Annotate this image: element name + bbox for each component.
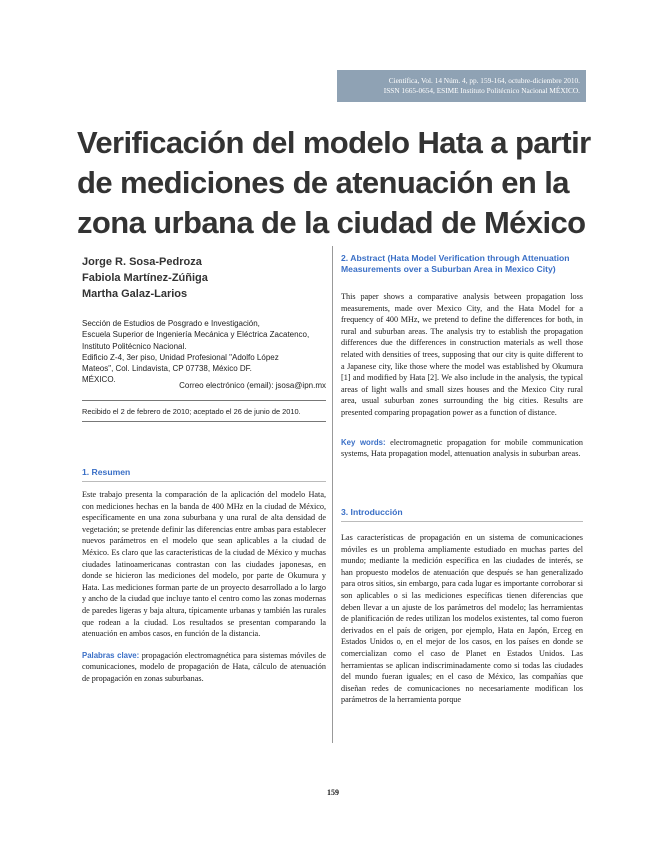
introduccion-text: Las características de propagación en un sistema de comunicaciones móviles es un problema ampliamente estudiado en muchas partes del mundo; mediante la medición específica en las ciudades de interés, se han propuesto modelos de atenuación que después se han generalizado para otros sitios, sin embargo, para cada lugar es importante corroborar si son aplicables o si las mediciones específicas tienen diferencias que deben llevar a un ajuste de los parámetros del modelo; las herramientas de planificación de redes utilizan los modelos existentes, tal como fueron derivados en el país de origen, por ejemplo, Hata en Japón, Erceg en Estados Unidos o, en el mejor de los casos, en los países en donde se comercializan como el caso de Planet en Estados Unidos. Las herramientas se aplican indiscriminadamente como si todas las ciudades del mundo fueran iguales; en el caso de México, las compañías que diseñan redes de comunicaciones no necesariamente modifican los parámetros de la herramienta porque	[341, 533, 583, 705]
keywords-label: Key words:	[341, 437, 386, 447]
keywords-text: electromagnetic propagation for mobile communication systems, Hata propagation model, attenuation analysis in suburban areas.	[341, 437, 584, 459]
paper-title	[77, 123, 597, 243]
contact-email: Correo electrónico (email): jsosa@ipn.mx	[179, 381, 326, 390]
citation-line-1: Científica, Vol. 14 Núm. 4, pp. 159-164, octubre-diciembre 2010.	[388, 76, 580, 85]
keywords-text: propagación electromagnética para sistemas móviles de comunicaciones, modelo de propagación de Hata, cálculo de atenuación de propagación en zonas suburbanas.	[82, 650, 326, 683]
keywords-label: Palabras clave:	[82, 650, 140, 660]
title-line-1: Verificación del modelo Hata a partir	[77, 125, 591, 160]
author-name: Jorge R. Sosa-Pedroza	[82, 256, 202, 268]
received-dates: Recibido el 2 de febrero de 2010; aceptado el 26 de junio de 2010.	[82, 407, 301, 416]
journal-citation-banner	[337, 70, 586, 102]
abstract-section	[341, 253, 583, 460]
affiliation-line: Mateos", Col. Lindavista, CP 07738, México DF.	[82, 364, 252, 374]
affiliation-line: MÉXICO.	[82, 375, 116, 385]
affiliation-line: Instituto Politécnico Nacional.	[82, 341, 187, 351]
affiliation-line: Sección de Estudios de Posgrado e Investigación,	[82, 319, 260, 328]
section-heading: 1. Resumen	[82, 467, 131, 477]
abstract-keywords	[341, 437, 583, 460]
resumen-keywords	[82, 650, 326, 685]
author-list	[82, 254, 208, 302]
author-name: Fabiola Martínez-Zúñiga	[82, 272, 208, 284]
resumen-section	[82, 467, 326, 685]
author-name: Martha Galaz-Larios	[82, 288, 188, 300]
introduccion-section	[341, 507, 583, 706]
section-heading: 3. Introducción	[341, 507, 403, 517]
citation-line-2: ISSN 1665-0654, ESIME Instituto Politécnico Nacional MÉXICO.	[383, 86, 580, 95]
divider	[82, 421, 326, 422]
page-number: 159	[327, 788, 339, 797]
title-line-3: zona urbana de la ciudad de México	[77, 205, 586, 240]
resumen-text: Este trabajo presenta la comparación de la aplicación del modelo Hata, con mediciones hechas en la banda de 400 MHz en la ciudad de México, específicamente en una zona suburbana y una rural de alta densidad de vegetación; se pretende definir las diferencias entre ambas para establecer nuevos parámetros en el modelo que sean aplicables a la ciudad de México. Es claro que las características de la ciudad de México y muchas ciudades latinoamericanas contrastan con las ciudades japonesas, en donde se hicieron las mediciones del modelo, por parte de Okumura y Hata. Las mediciones forman parte de un proyecto desarrollado a lo largo y ancho de la ciudad que incluye tanto el centro como las zonas modernas de paredes ligeras y baja altura, típicamente urbanas y también las rurales que rodean a la ciudad. Los resultados se presentan comparando la atenuación en ambos casos, en función de la distancia.	[82, 490, 326, 639]
affiliation-line: Edificio Z-4, 3er piso, Unidad Profesional "Adolfo López	[82, 352, 279, 362]
abstract-text: This paper shows a comparative analysis between propagation loss measurements, made over Mexico City, and the Hata Model for a frequency of 400 MHz, we pretend to define the differences for both, in rural and suburban areas. The analysis try to establish the propagation differences due the differences in construction materials as well those related with densities of trees, supposing that our city is quite different to a Japanese city, like those where the model was established by Okumura [1] and modified by Hata [2]. We also include in the analysis, the typical areas of light walls and small sizes houses and the Mexico City rural area, usual suburban zones surrounding the big cities. Results are presented comparing propagation power as a function of distance.	[341, 292, 583, 417]
affiliation-line: Escuela Superior de Ingeniería Mecánica y Eléctrica Zacatenco,	[82, 330, 310, 340]
title-line-2: de mediciones de atenuación en la	[77, 165, 569, 200]
divider	[82, 400, 326, 401]
divider	[341, 521, 583, 522]
divider	[82, 481, 326, 482]
author-affiliation	[82, 318, 327, 386]
section-heading: 2. Abstract (Hata Model Verification through Attenuation Measurements over a Suburban Area in Mexico City)	[341, 253, 570, 274]
column-divider	[332, 246, 333, 743]
